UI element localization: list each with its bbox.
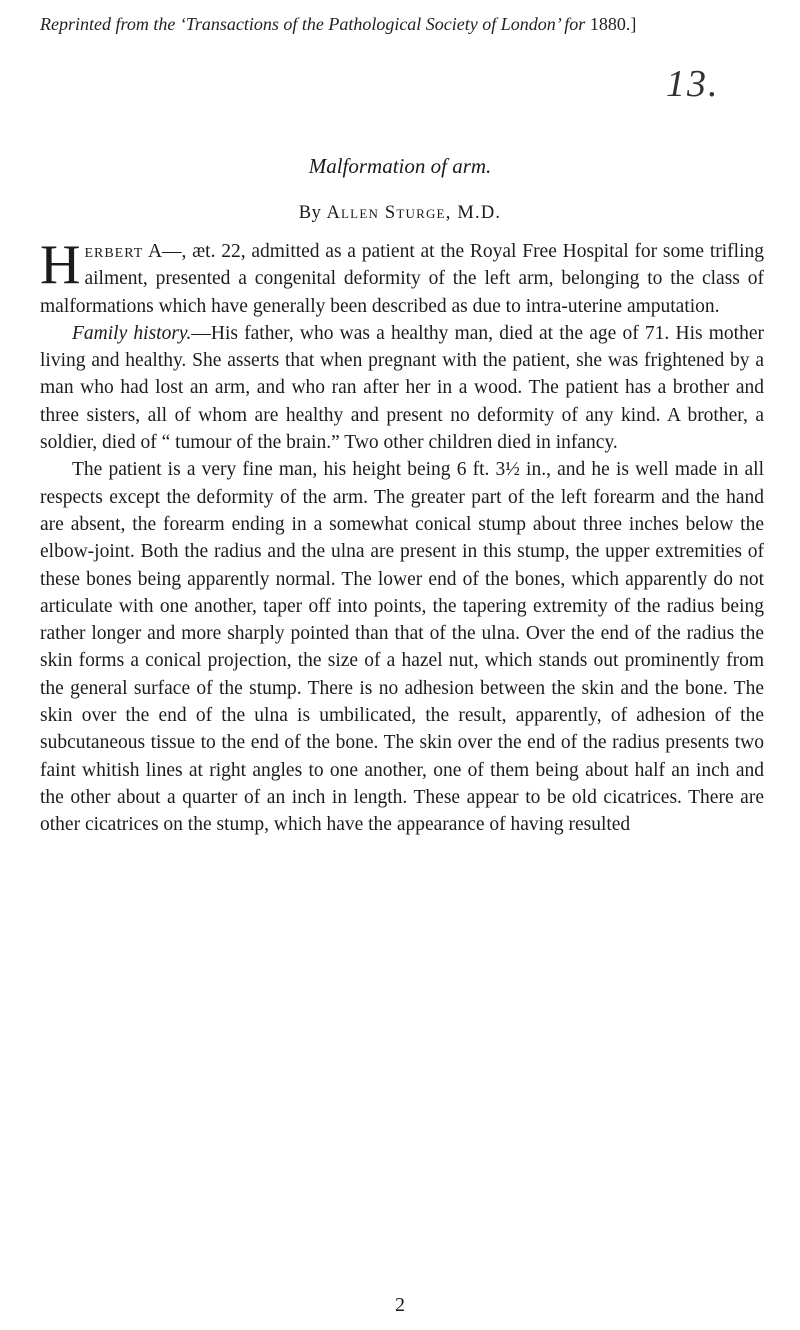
patient-name: erbert (84, 241, 144, 262)
drop-cap: H (40, 234, 81, 296)
for-word: for (559, 14, 590, 34)
article-body (40, 234, 764, 839)
byline-by: By (298, 203, 327, 223)
family-history-label: Family history. (72, 322, 192, 344)
article-title: Malformation of arm. (308, 154, 492, 178)
handwritten-number: 13. (666, 63, 720, 105)
byline (0, 203, 800, 224)
paragraph-1-text: A—, æt. 22, admitted as a patient at the Royal Free Hospital for some trifling ailment, presented a congenital deformity of the left arm, belonging to the class of malformations which have generally been described as due to intra-uterine amputation. (40, 241, 764, 317)
page-number: 2 (395, 1294, 405, 1316)
author-name: Allen Sturge, M.D. (326, 203, 502, 223)
paragraph-1 (40, 234, 764, 320)
paragraph-2 (40, 320, 764, 456)
journal-name: ‘Transactions of the Pathological Society of London’ (179, 14, 560, 34)
paragraph-3: The patient is a very fine man, his height being 6 ft. 3½ in., and he is well made in all respects except the deformity of the arm. The greater part of the left forearm and the hand are absent, the forearm ending in a somewhat conical stump about three inches below the elbow-joint. Both the radius and the ulna are present in this stump, the upper extremities of these bones being apparently normal. The lower end of the bones, which apparently do not articulate with one another, taper off into points, the tapering extremity of the radius being rather longer and more sharply pointed than that of the ulna. Over the end of the radius the skin forms a conical projection, the size of a hazel nut, which stands out prominently from the general surface of the stump. There is no adhesion between the skin and the bone. The skin over the end of the ulna is umbilicated, the result, apparently, of adhesion of the subcutaneous tissue to the end of the bone. The skin over the end of the radius presents two faint whitish lines at right angles to one another, one of them being about half an inch and the other about a quarter of an inch in length. These appear to be old cicatrices. There are other cicatrices on the stump, which have the appearance of having resulted (40, 459, 764, 836)
reprint-year: 1880.] (589, 14, 637, 34)
paragraph-2-text: —His father, who was a healthy man, died at the age of 71. His mother living and healthy. She asserts that when pregnant with the patient, she was frightened by a man who had lost an arm, and who ran after her in a wood. The patient has a brother and three sisters, all of whom are healthy and present no deformity of any kind. A brother, a soldier, died of “ tumour of the brain.” Two other children died in infancy. (40, 322, 764, 454)
reprint-prefix: Reprinted from the (40, 14, 180, 34)
reprint-header (40, 14, 760, 35)
